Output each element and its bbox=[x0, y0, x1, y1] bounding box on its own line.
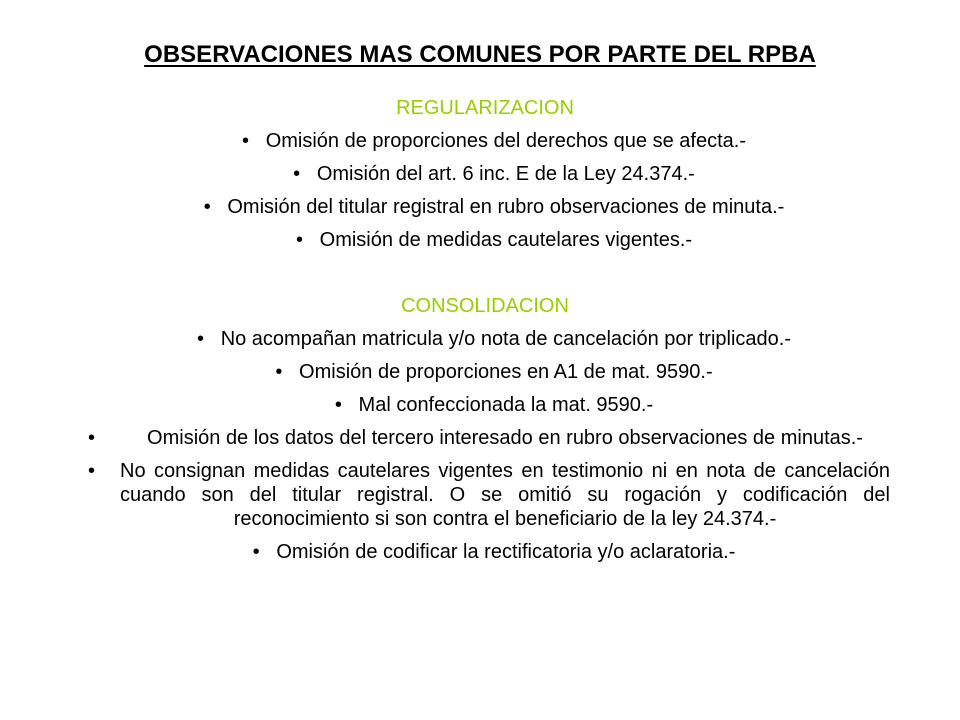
section-heading-consolidacion: CONSOLIDACION bbox=[401, 295, 569, 317]
list-item bbox=[80, 327, 890, 351]
list-item bbox=[80, 228, 890, 252]
bullet-glyph: • bbox=[252, 541, 260, 563]
bullet-list-regularizacion bbox=[80, 129, 890, 252]
list-item bbox=[80, 426, 890, 450]
list-item bbox=[80, 540, 890, 564]
bullet-glyph: • bbox=[334, 394, 342, 416]
list-item bbox=[80, 162, 890, 186]
slide-content bbox=[80, 96, 890, 573]
list-item-text: Omisión de proporciones en A1 de mat. 9590.- bbox=[299, 361, 713, 383]
bullet-glyph: • bbox=[293, 163, 301, 185]
list-item bbox=[80, 459, 890, 531]
bullet-glyph: • bbox=[203, 196, 211, 218]
bullet-glyph: • bbox=[275, 361, 283, 383]
section-spacer bbox=[80, 261, 890, 294]
list-item-text: Omisión del art. 6 inc. E de la Ley 24.374.- bbox=[316, 163, 695, 185]
list-item bbox=[80, 129, 890, 153]
list-item-text: Omisión de codificar la rectificatoria y/o aclaratoria.- bbox=[276, 541, 736, 563]
list-item-text: No consignan medidas cautelares vigentes en testimonio ni en nota de cancelación cuando son del titular registral. O se omitió su rogación y codificación del reconocimiento si son contra el beneficiario de la ley 24.374.- bbox=[120, 460, 890, 530]
page-title: OBSERVACIONES MAS COMUNES POR PARTE DEL RPBA bbox=[144, 41, 816, 68]
list-item-text: Omisión de medidas cautelares vigentes.- bbox=[319, 229, 693, 251]
bullet-glyph: • bbox=[242, 130, 250, 152]
list-item-text: Omisión de los datos del tercero interesado en rubro observaciones de minutas.- bbox=[147, 427, 863, 449]
list-item-text: Omisión del titular registral en rubro observaciones de minuta.- bbox=[227, 196, 785, 218]
list-item bbox=[80, 195, 890, 219]
bullet-glyph: • bbox=[197, 328, 205, 350]
list-item bbox=[80, 393, 890, 417]
list-item-text: Mal confeccionada la mat. 9590.- bbox=[358, 394, 654, 416]
bullet-list-consolidacion bbox=[80, 327, 890, 564]
list-item-text: Omisión de proporciones del derechos que se afecta.- bbox=[265, 130, 746, 152]
bullet-glyph: • bbox=[88, 427, 96, 449]
list-item-text: No acompañan matricula y/o nota de cancelación por triplicado.- bbox=[220, 328, 791, 350]
list-item-wrap bbox=[80, 459, 890, 531]
bullet-glyph: • bbox=[88, 460, 96, 482]
section-heading-regularizacion: REGULARIZACION bbox=[396, 97, 574, 119]
list-item-wrap bbox=[80, 426, 890, 450]
list-item bbox=[80, 360, 890, 384]
bullet-glyph: • bbox=[295, 229, 303, 251]
